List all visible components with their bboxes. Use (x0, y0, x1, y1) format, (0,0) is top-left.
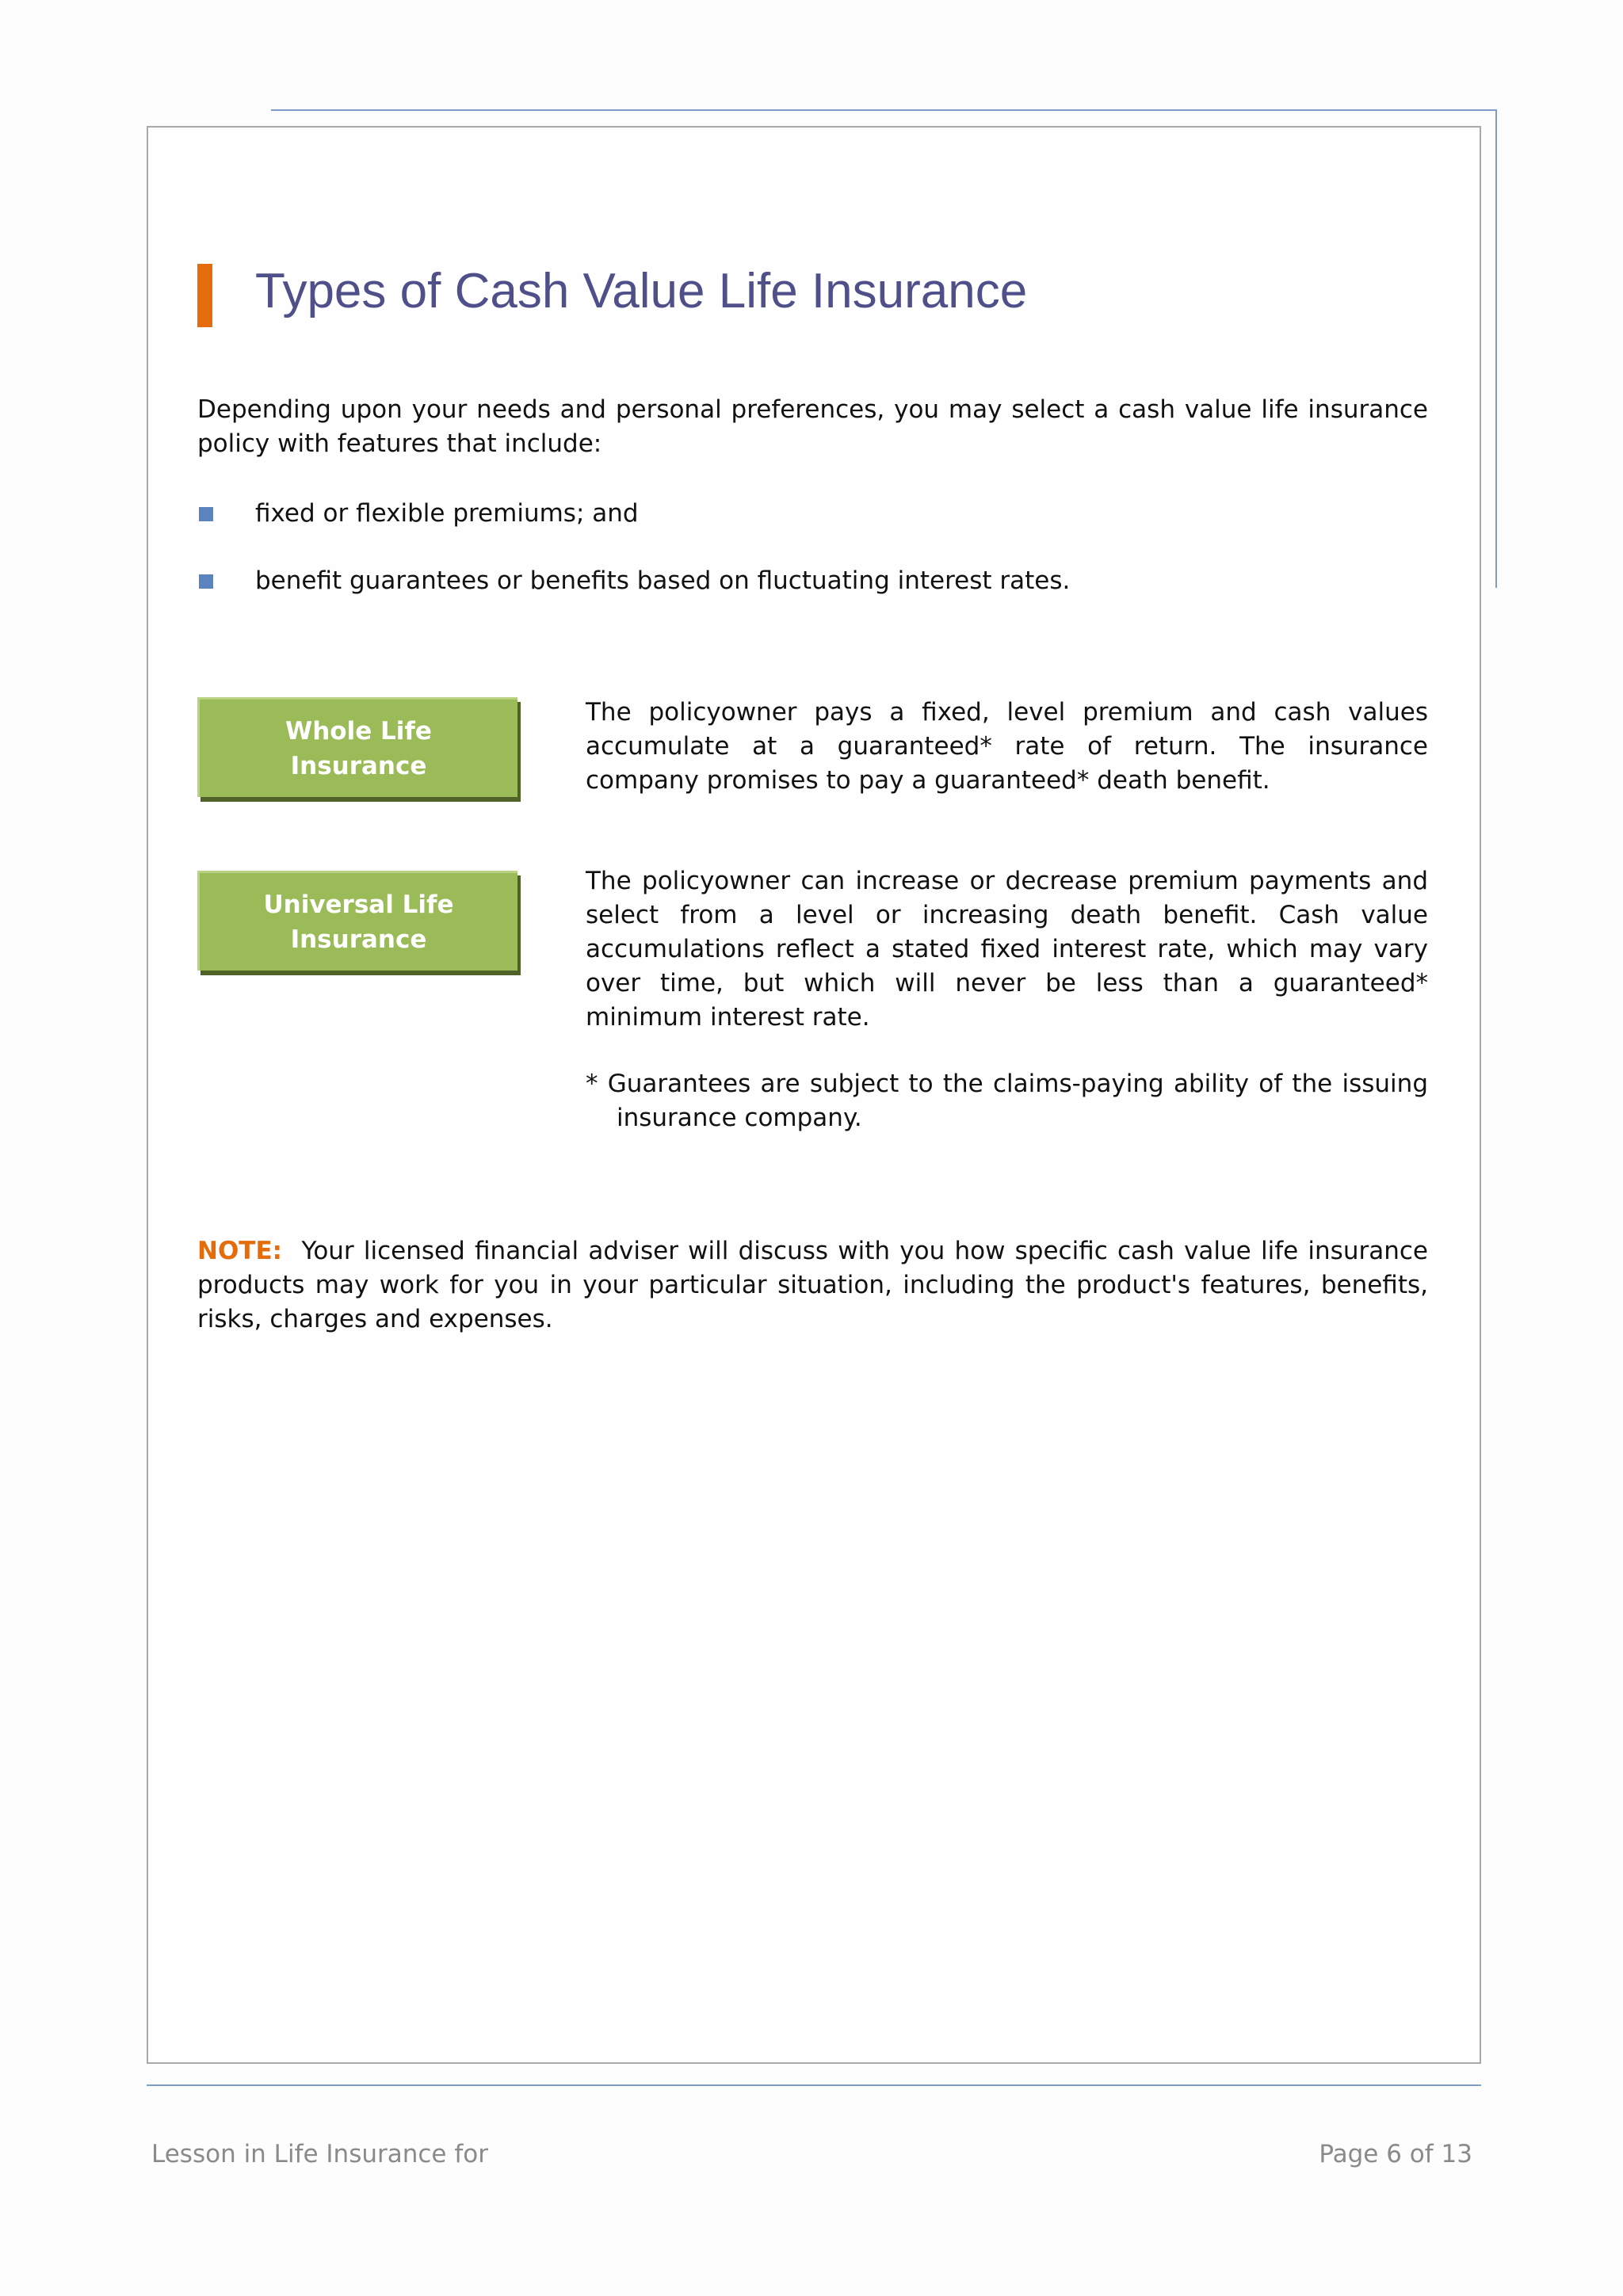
note-paragraph (197, 1234, 1428, 1337)
page-title: Types of Cash Value Life Insurance (255, 264, 1028, 318)
note-label: NOTE: (197, 1237, 283, 1265)
bullet-text: fixed or flexible premiums; and (255, 499, 639, 528)
universal-life-insurance-button[interactable]: Universal Life Insurance (197, 871, 517, 971)
note-text: Your licensed financial adviser will discuss with you how specific cash value life insurance products may work for you in your particular situation, including the product's features, benefits, risks, charges and expenses. (197, 1237, 1428, 1333)
footer-divider (147, 2084, 1481, 2086)
whole-life-insurance-button[interactable]: Whole Life Insurance (197, 697, 517, 797)
footer-lesson-title: Lesson in Life Insurance for (151, 2140, 488, 2168)
square-bullet-icon (199, 574, 213, 589)
footnote-line: insurance company. (617, 1104, 862, 1132)
intro-paragraph: Depending upon your needs and personal preferences, you may select a cash value life insurance policy with features that include: (197, 395, 1428, 458)
universal-life-description: The policyowner can increase or decrease premium payments and select from a level or increasing death benefit. Cash value accumulations reflect a stated fixed interest rate, which may vary over time, but which will never be less than a guaranteed* minimum interest rate. (586, 867, 1428, 1032)
footer-page-number: Page 6 of 13 (1319, 2140, 1472, 2168)
heading-accent-bar (197, 264, 212, 327)
bullet-text: benefit guarantees or benefits based on fluctuating interest rates. (255, 566, 1071, 595)
square-bullet-icon (199, 507, 213, 521)
whole-life-description: The policyowner pays a fixed, level premium and cash values accumulate at a guaranteed* rate of return. The insurance company promises to pay a guaranteed* death benefit. (586, 698, 1428, 795)
guarantee-footnote (586, 1067, 1428, 1135)
footnote-line: * Guarantees are subject to the claims-paying ability of the issuing (586, 1070, 1428, 1098)
